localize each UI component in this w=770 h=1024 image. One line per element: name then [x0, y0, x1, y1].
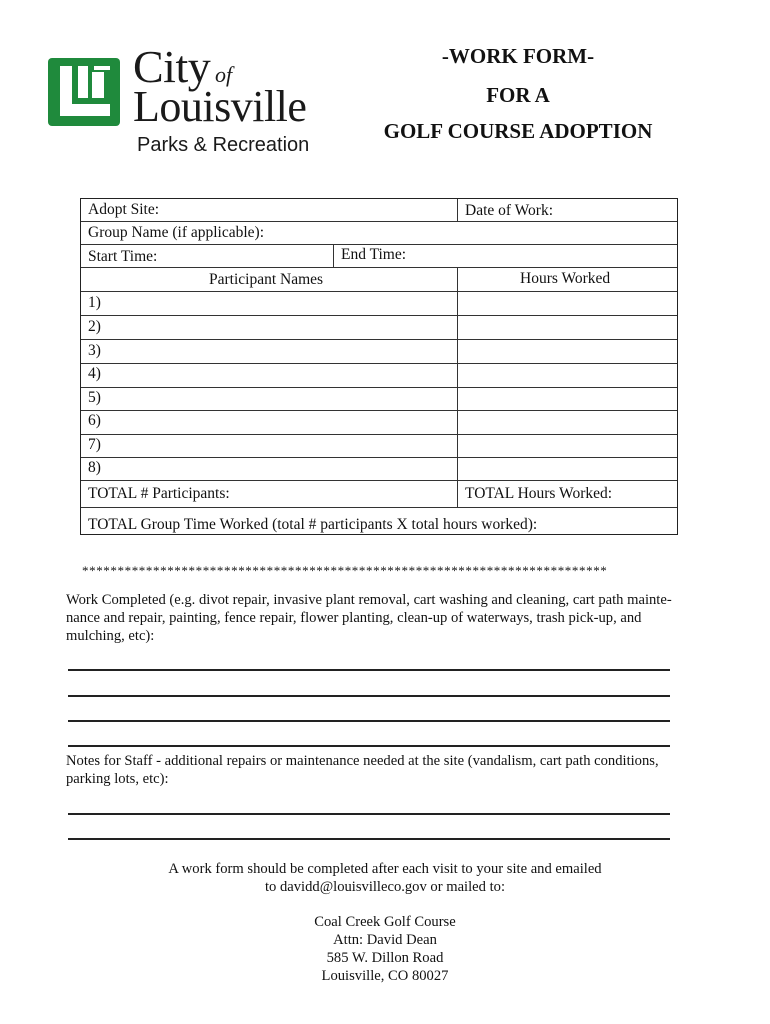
form-title-line1: -WORK FORM- [441, 44, 595, 68]
table-divider [81, 291, 677, 292]
table-divider [81, 507, 677, 508]
work-completed-line2: nance and repair, painting, fence repair, flower planting, clean-up of waterways, trash pick-up, and [66, 610, 642, 626]
table-divider [81, 267, 677, 268]
logo-city-text: City [133, 41, 211, 92]
end-time-label: End Time: [341, 246, 407, 263]
work-form-table [80, 198, 678, 535]
participant-row-number: 8) [88, 459, 101, 476]
table-divider [81, 221, 677, 222]
participant-names-header: Participant Names [209, 271, 324, 288]
city-logo-mark-icon [48, 58, 120, 126]
address-name: Coal Creek Golf Course [314, 914, 456, 930]
participant-row-number: 3) [88, 342, 101, 359]
participant-row-number: 1) [88, 294, 101, 311]
table-divider [81, 315, 677, 316]
hours-worked-header: Hours Worked [520, 270, 611, 287]
table-divider [81, 244, 677, 245]
address-attn: Attn: David Dean [333, 932, 437, 948]
participant-row-number: 4) [88, 365, 101, 382]
date-of-work-label: Date of Work: [465, 202, 553, 219]
work-completed-writing-line [68, 695, 670, 697]
participant-row-number: 7) [88, 436, 101, 453]
total-participants-label: TOTAL # Participants: [88, 485, 230, 502]
form-title-line2: FOR A [486, 83, 550, 107]
table-divider [81, 387, 677, 388]
total-group-time-label: TOTAL Group Time Worked (total # participants X total hours worked): [88, 516, 538, 533]
instructions-line2: to davidd@louisvilleco.gov or mailed to: [264, 879, 505, 895]
participant-row-number: 2) [88, 318, 101, 335]
logo-of-text: of [215, 62, 233, 87]
table-divider [81, 457, 677, 458]
table-divider [81, 410, 677, 411]
work-completed-writing-line [68, 745, 670, 747]
total-hours-label: TOTAL Hours Worked: [465, 485, 613, 502]
table-divider [81, 480, 677, 481]
notes-line2: parking lots, etc): [66, 771, 169, 787]
work-completed-writing-line [68, 720, 670, 722]
address-street: 585 W. Dillon Road [326, 950, 444, 966]
work-completed-writing-line [68, 669, 670, 671]
notes-line1: Notes for Staff - additional repairs or maintenance needed at the site (vandalism, cart path conditions, [66, 753, 659, 769]
logo-subtitle: Parks & Recreation [137, 134, 310, 156]
participant-row-number: 6) [88, 412, 101, 429]
notes-writing-line [68, 813, 670, 815]
notes-writing-line [68, 838, 670, 840]
table-column-divider [457, 267, 458, 507]
table-column-divider [333, 244, 334, 267]
table-column-divider [457, 199, 458, 221]
work-completed-line3: mulching, etc): [66, 628, 155, 644]
adopt-site-label: Adopt Site: [88, 201, 160, 218]
address-city: Louisville, CO 80027 [321, 968, 449, 984]
start-time-label: Start Time: [88, 248, 158, 265]
table-divider [81, 363, 677, 364]
form-title-line3: GOLF COURSE ADOPTION [383, 119, 653, 143]
table-divider [81, 339, 677, 340]
asterisk-separator: ************************************************************************** [82, 563, 608, 578]
participant-row-number: 5) [88, 389, 101, 406]
work-completed-line1: Work Completed (e.g. divot repair, invasive plant removal, cart washing and cleaning, cart path mainte- [66, 592, 672, 608]
logo-louisville-text: Louisville [133, 82, 307, 131]
table-divider [81, 434, 677, 435]
instructions-line1: A work form should be completed after each visit to your site and emailed [168, 861, 602, 877]
group-name-label: Group Name (if applicable): [88, 224, 265, 241]
